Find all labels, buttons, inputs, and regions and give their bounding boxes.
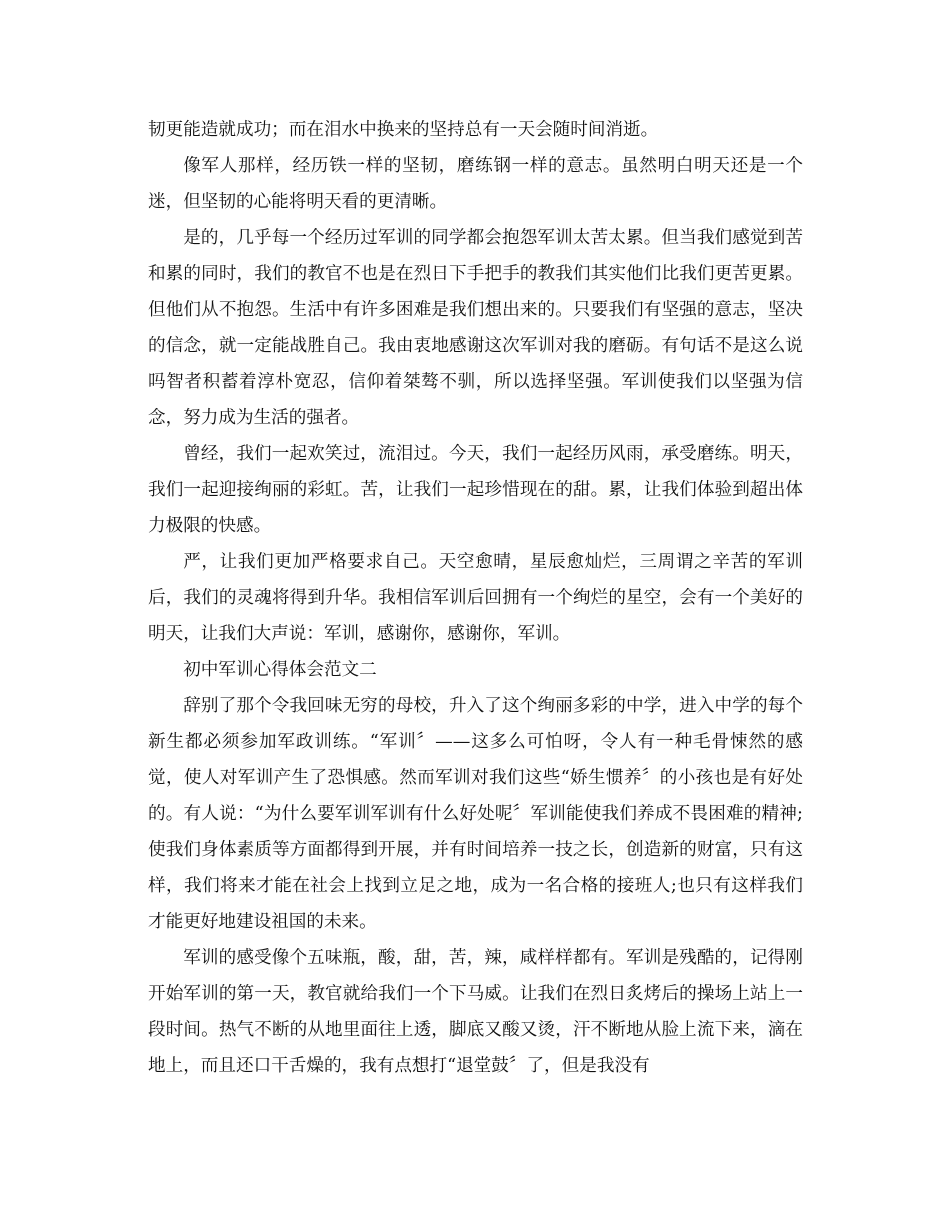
paragraph: 军训的感受像个五味瓶，酸，甜，苦，辣，咸样样都有。军训是残酷的，记得刚开始军训的第一天，教官就给我们一个下马威。让我们在烈日炙烤后的操场上站上一段时间。热气不断的从地里面往上透，脚底又酸又烫，汗不断地从脸上流下来，滴在地上，而且还口干舌燥的，我有点想打“退堂鼓〞了，但是我没有 — [148, 948, 803, 1076]
document-page — [148, 112, 803, 1084]
section-heading: 初中军训心得体会范文二 — [183, 660, 377, 680]
paragraph: 辞别了那个令我回味无穷的母校，升入了这个绚丽多彩的中学，进入中学的每个新生都必须参加军政训练。“军训〞——这多么可怕呀，令人有一种毛骨悚然的感觉，使人对军训产生了恐惧感。然而军训对我们这些“娇生惯养〞的小孩也是有好处的。有人说：“为什么要军训军训有什么好处呢〞军训能使我们养成不畏困难的精神;使我们身体素质等方面都得到开展，并有时间培养一技之长，创造新的财富，只有这样，我们将来才能在社会上找到立足之地，成为一名合格的接班人;也只有这样我们才能更好地建设祖国的未来。 — [148, 696, 803, 932]
paragraph-continuation: 韧更能造就成功；而在泪水中换来的坚持总有一天会随时间消逝。 — [148, 120, 659, 140]
paragraph: 严，让我们更加严格要求自己。天空愈晴，星辰愈灿烂，三周谓之辛苦的军训后，我们的灵魂将得到升华。我相信军训后回拥有一个绚烂的星空，会有一个美好的明天，让我们大声说：军训，感谢你，感谢你，军训。 — [148, 552, 803, 644]
paragraph: 曾经，我们一起欢笑过，流泪过。今天，我们一起经历风雨，承受磨练。明天，我们一起迎接绚丽的彩虹。苦，让我们一起珍惜现在的甜。累，让我们体验到超出体力极限的快感。 — [148, 444, 803, 536]
paragraph: 像军人那样，经历铁一样的坚韧，磨练钢一样的意志。虽然明白明天还是一个迷，但坚韧的心能将明天看的更清晰。 — [148, 156, 803, 212]
paragraph: 是的，几乎每一个经历过军训的同学都会抱怨军训太苦太累。但当我们感觉到苦和累的同时，我们的教官不也是在烈日下手把手的教我们其实他们比我们更苦更累。但他们从不抱怨。生活中有许多困难是我们想出来的。只要我们有坚强的意志，坚决的信念，就一定能战胜自己。我由衷地感谢这次军训对我的磨砺。有句话不是这么说吗智者积蓄着淳朴宽忍，信仰着桀骜不驯，所以选择坚强。军训使我们以坚强为信念，努力成为生活的强者。 — [148, 228, 803, 428]
